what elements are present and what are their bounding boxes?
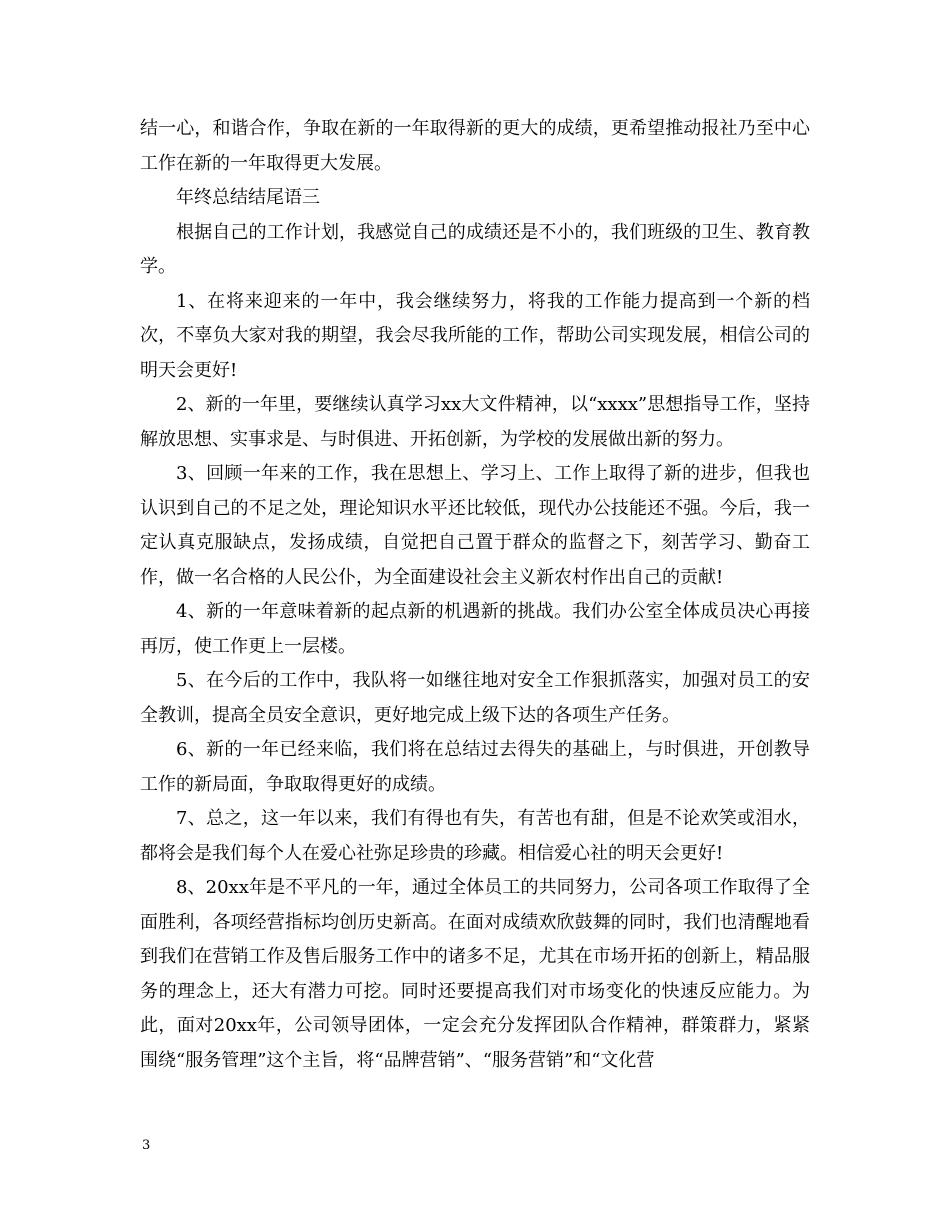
paragraph-item-2: 2、新的一年里，要继续认真学习xx大文件精神，以“xxxx”思想指导工作，坚持解放思想、实事求是、与时俱进、开拓创新，为学校的发展做出新的努力。 <box>140 394 810 450</box>
paragraph-item-7: 7、总之，这一年以来，我们有得也有失，有苦也有甜，但是不论欢笑或泪水，都将会是我们每个人在爱心社弥足珍贵的珍藏。相信爱心社的明天会更好! <box>140 808 810 864</box>
paragraph-item-8: 8、20xx年是不平凡的一年，通过全体员工的共同努力，公司各项工作取得了全面胜利，各项经营指标均创历史新高。在面对成绩欢欣鼓舞的同时，我们也清醒地看到我们在营销工作及售后服务工作中的诸多不足，尤其在市场开拓的创新上，精品服务的理念上，还大有潜力可挖。同时还要提高我们对市场变化的快速反应能力。为此，面对20xx年，公司领导团体，一定会充分发挥团队合作精神，群策群力，紧紧围绕“服务管理”这个主旨，将“品牌营销”、“服务营销”和“文化营 <box>140 877 810 1071</box>
section-heading: 年终总结结尾语三 <box>176 187 320 208</box>
paragraph-item-6: 6、新的一年已经来临，我们将在总结过去得失的基础上，与时俱进，开创教导工作的新局面，争取取得更好的成绩。 <box>140 739 810 795</box>
paragraph-intro: 根据自己的工作计划，我感觉自己的成绩还是不小的，我们班级的卫生、教育教学。 <box>140 221 810 277</box>
paragraph-continuation: 结一心，和谐合作，争取在新的一年取得新的更大的成绩，更希望推动报社乃至中心工作在新的一年取得更大发展。 <box>140 118 810 174</box>
paragraph-item-4: 4、新的一年意味着新的起点新的机遇新的挑战。我们办公室全体成员决心再接再厉，使工作更上一层楼。 <box>140 601 810 657</box>
paragraph-item-5: 5、在今后的工作中，我队将一如继往地对安全工作狠抓落实，加强对员工的安全教训，提高全员安全意识，更好地完成上级下达的各项生产任务。 <box>140 670 810 726</box>
page-number: 3 <box>142 1138 151 1153</box>
paragraph-item-1: 1、在将来迎来的一年中，我会继续努力，将我的工作能力提高到一个新的档次，不辜负大家对我的期望，我会尽我所能的工作，帮助公司实现发展，相信公司的明天会更好! <box>140 290 810 381</box>
document-body <box>140 112 810 1078</box>
paragraph-item-3: 3、回顾一年来的工作，我在思想上、学习上、工作上取得了新的进步，但我也认识到自己的不足之处，理论知识水平还比较低，现代办公技能还不强。今后，我一定认真克服缺点，发扬成绩，自觉把自己置于群众的监督之下，刻苦学习、勤奋工作，做一名合格的人民公仆，为全面建设社会主义新农村作出自己的贡献! <box>140 463 810 588</box>
